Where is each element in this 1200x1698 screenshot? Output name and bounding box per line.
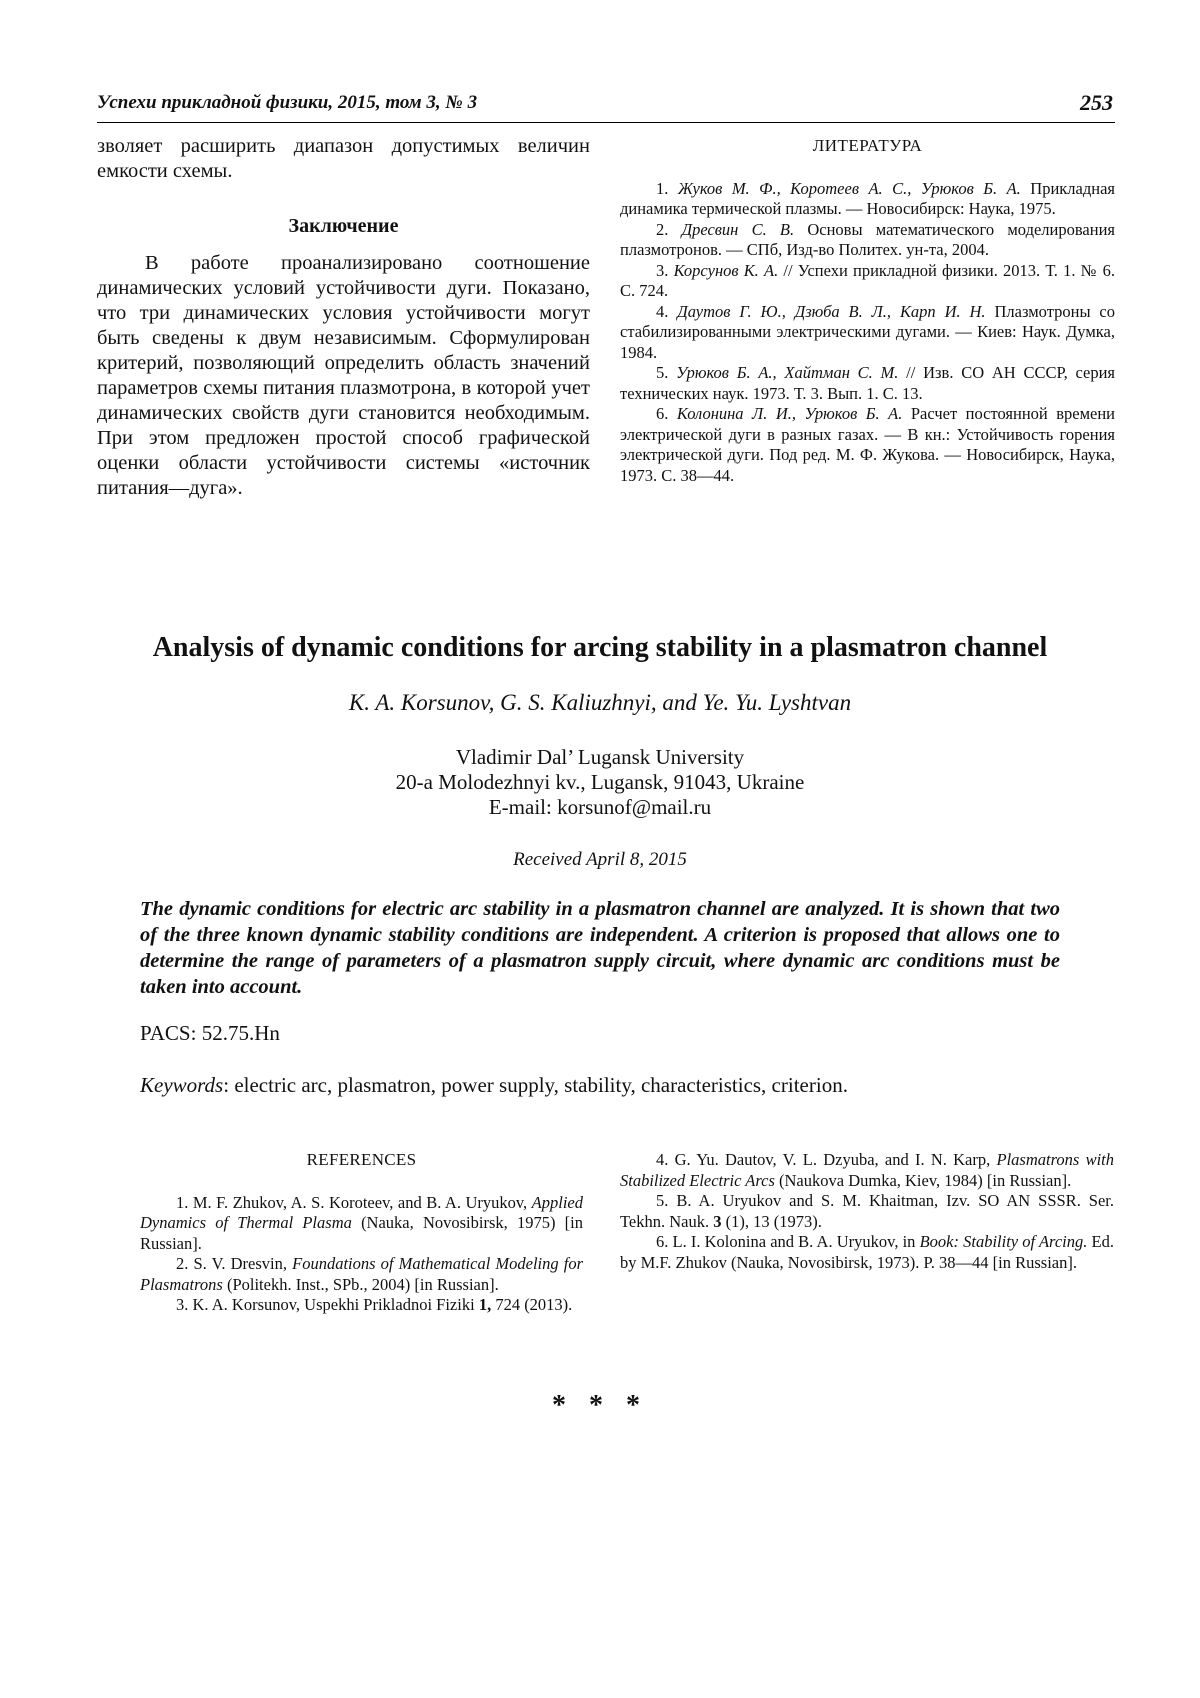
- affiliation-university: Vladimir Dal’ Lugansk University: [455, 745, 745, 769]
- reference-item: 4. G. Yu. Dautov, V. L. Dzyuba, and I. N. Karp, Plasmatrons with Stabilized Electric Arcs (Naukova Dumka, Kiev, 1984) [in Russian].: [620, 1150, 1114, 1190]
- reference-item: 3. Корсунов К. А. // Успехи прикладной физики. 2013. Т. 1. № 6. С. 724.: [620, 260, 1116, 300]
- pacs-code: PACS: 52.75.Hn: [140, 1021, 280, 1045]
- abstract: The dynamic conditions for electric arc stability in a plasmatron channel are analyzed. It is shown that two of the three known dynamic stability conditions are independent. A criterion is proposed that allows one to determine the range of parameters of a plasmatron supply circuit, where dynamic arc conditions must be taken into account.: [140, 898, 1060, 998]
- affiliation-address: 20-a Molodezhnyi kv., Lugansk, 91043, Ukraine: [395, 770, 805, 794]
- reference-item: 2. Дресвин С. В. Основы математического моделирования плазмотронов. — СПб, Изд-во Политех. ун-та, 2004.: [620, 219, 1116, 259]
- keywords-label: Keywords: [140, 1073, 224, 1097]
- reference-item: 5. B. A. Uryukov and S. M. Khaitman, Izv. SO AN SSSR. Ser. Tekhn. Nauk. 3 (1), 13 (1973).: [620, 1191, 1114, 1231]
- left-column: [97, 134, 590, 499]
- page-number: 253: [1080, 90, 1113, 115]
- russian-references: [620, 134, 1115, 486]
- journal-citation: Успехи прикладной физики, 2015, том 3, № 3: [97, 92, 478, 113]
- header-rule: [97, 122, 1115, 123]
- section-separator: * * *: [552, 1390, 648, 1421]
- reference-item: 4. Даутов Г. Ю., Дзюба В. Л., Карп И. Н. Плазмотроны со стабилизированными электрическими дугами. — Киев: Наук. Думка, 1984.: [620, 301, 1115, 362]
- reference-item: 1. Жуков М. Ф., Коротеев А. С., Урюков Б. А. Прикладная динамика термической плазмы. — Новосибирск: Наука, 1975.: [620, 178, 1115, 218]
- reference-item: 3. K. A. Korsunov, Uspekhi Prikladnoi Fiziki 1, 724 (2013).: [176, 1295, 573, 1314]
- english-references-left: [140, 1150, 583, 1316]
- reference-item: 2. S. V. Dresvin, Foundations of Mathematical Modeling for Plasmatrons (Politekh. Inst., SPb., 2004) [in Russian].: [140, 1254, 583, 1294]
- keywords: [140, 1073, 848, 1098]
- reference-item: 1. M. F. Zhukov, A. S. Koroteev, and B. A. Uryukov, Applied Dynamics of Thermal Plasma (Nauka, Novosibirsk, 1975) [in Russian].: [140, 1192, 583, 1253]
- reference-item: 6. L. I. Kolonina and B. A. Uryukov, in Book: Stability of Arcing. Ed. by M.F. Zhukov (Nauka, Novosibirsk, 1973). P. 38—44 [in Russian].: [620, 1232, 1114, 1272]
- english-reference-list-left: [140, 1193, 583, 1316]
- keywords-text: : electric arc, plasmatron, power supply, stability, characteristics, criterion.: [223, 1073, 848, 1097]
- reference-item: 6. Колонина Л. И., Урюков Б. А. Расчет постоянной времени электрической дуги в разных газах. — В кн.: Устойчивость горения электрической дуги. Под ред. М. Ф. Жукова. — Новосибирск, Наука, 1973. С. 38—44.: [620, 404, 1116, 485]
- reference-item: 5. Урюков Б. А., Хайтман С. М. // Изв. СО АН СССР, серия технических наук. 1973. Т. 3. Вып. 1. С. 13.: [620, 363, 1115, 403]
- affiliation-block: [0, 745, 1200, 820]
- english-references-right: [620, 1150, 1114, 1273]
- running-header: [97, 92, 1115, 122]
- conclusion-heading: Заключение: [288, 215, 399, 237]
- russian-references-heading: ЛИТЕРАТУРА: [812, 136, 923, 155]
- continued-paragraph: зволяет расширить диапазон допустимых величин емкости схемы.: [97, 135, 590, 182]
- received-date: Received April 8, 2015: [513, 849, 687, 870]
- english-references-heading: REFERENCES: [306, 1150, 417, 1169]
- conclusion-paragraph: В работе проанализировано соотношение динамических условий устойчивости дуги. Показано, что три динамических условия устойчивости могут быть сведены к двум независимым. Сформулирован критерий, позволяющий определить область значений параметров схемы питания плазмотрона, в которой учет динамических свойств дуги становится необходимым. При этом предложен простой способ графической оценки области устойчивости системы «источник питания—дуга».: [97, 252, 590, 499]
- english-reference-list-right: [620, 1150, 1114, 1273]
- russian-reference-list: [620, 179, 1115, 487]
- affiliation-email: E-mail: korsunof@mail.ru: [488, 795, 712, 819]
- article-authors: K. A. Korsunov, G. S. Kaliuzhnyi, and Ye. Yu. Lyshtvan: [348, 690, 852, 715]
- article-title: Analysis of dynamic conditions for arcing stability in a plasmatron channel: [152, 632, 1048, 663]
